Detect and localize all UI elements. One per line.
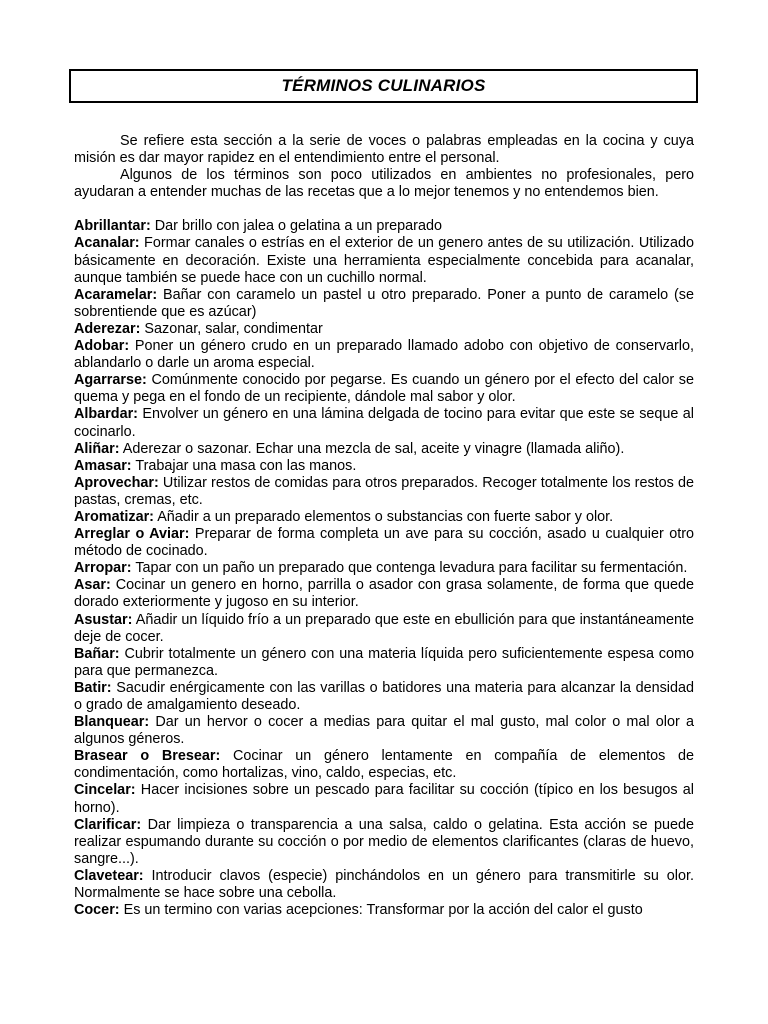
glossary-definition: Utilizar restos de comidas para otros preparados. Recoger totalmente los restos de pastas, cremas, etc. <box>74 474 694 508</box>
glossary-definition: Es un termino con varias acepciones: Transformar por la acción del calor el gusto <box>123 902 643 919</box>
glossary-term: Adobar: <box>74 338 130 355</box>
glossary-term: Albardar: <box>74 406 138 423</box>
glossary-definition: Trabajar una masa con las manos. <box>135 457 357 474</box>
paragraph-spacer <box>74 201 694 218</box>
glossary-definition: Cocinar un género lentamente en compañía de elementos de condimentación, como hortalizas, vino, caldo, especias, etc. <box>74 748 694 782</box>
glossary-entry <box>74 475 694 509</box>
glossary-term: Clavetear: <box>74 867 144 884</box>
intro-section <box>74 133 694 201</box>
glossary-entry <box>74 782 694 816</box>
glossary-entry <box>74 902 694 919</box>
glossary-definition: Dar limpieza o transparencia a una salsa, caldo o gelatina. Esta acción se puede realizar espumando durante su cocción o por medio de elementos clarificantes (claras de huevo, sangre...). <box>74 816 694 867</box>
glossary-definition: Añadir un líquido frío a un preparado que este en ebullición para que instantáneamente deje de cocer. <box>74 611 694 645</box>
glossary-term: Asustar: <box>74 611 133 628</box>
glossary-entry <box>74 748 694 782</box>
glossary-entry <box>74 680 694 714</box>
glossary-entry <box>74 817 694 868</box>
glossary-definition: Cocinar un genero en horno, parrilla o asador con grasa solamente, de forma que quede dorado exteriormente y jugoso en su interior. <box>74 577 695 611</box>
title-box <box>69 69 698 103</box>
glossary-entry <box>74 646 694 680</box>
glossary-term: Arreglar o Aviar: <box>74 526 190 543</box>
glossary-entry <box>74 372 694 406</box>
glossary-term: Aromatizar: <box>74 508 154 525</box>
glossary-entry <box>74 560 694 577</box>
glossary-entry <box>74 406 694 440</box>
glossary-definition: Dar un hervor o cocer a medias para quitar el mal gusto, mal color o mal olor a algunos géneros. <box>74 714 694 748</box>
glossary-definition: Bañar con caramelo un pastel u otro preparado. Poner a punto de caramelo (se sobrentiende que es azúcar) <box>74 286 694 320</box>
glossary-entry <box>74 577 694 611</box>
glossary-entry <box>74 235 694 286</box>
intro-paragraph: Se refiere esta sección a la serie de voces o palabras empleadas en la cocina y cuya misión es dar mayor rapidez en el entendimiento entre el personal. <box>74 133 694 167</box>
glossary-definition: Dar brillo con jalea o gelatina a un preparado <box>154 218 442 235</box>
glossary-definition: Comúnmente conocido por pegarse. Es cuando un género por el efecto del calor se quema y pega en el fondo de un recipiente, dándole mal sabor y olor. <box>74 372 695 406</box>
glossary-definition: Tapar con un paño un preparado que contenga levadura para facilitar su fermentación. <box>135 560 688 577</box>
glossary-entry <box>74 868 694 902</box>
glossary-definition: Añadir a un preparado elementos o substancias con fuerte sabor y olor. <box>157 508 614 525</box>
glossary-term: Aderezar: <box>74 320 141 337</box>
glossary-term: Agarrarse: <box>74 372 147 389</box>
glossary-entry <box>74 612 694 646</box>
glossary-term: Amasar: <box>74 457 132 474</box>
glossary-definition: Envolver un género en una lámina delgada de tocino para evitar que este se seque al cocinarlo. <box>74 406 695 440</box>
glossary-term: Cocer: <box>74 902 120 919</box>
glossary-term: Arropar: <box>74 560 132 577</box>
glossary-term: Brasear o Bresear: <box>74 748 221 765</box>
glossary-term: Acanalar: <box>74 235 140 252</box>
glossary-term: Batir: <box>74 679 112 696</box>
glossary-definition: Introducir clavos (especie) pinchándolos en un género para transmitirle su olor. Normalmente se hace sobre una cebolla. <box>74 867 694 902</box>
glossary-list <box>74 218 694 919</box>
document-body <box>74 133 694 919</box>
glossary-entry <box>74 321 694 338</box>
glossary-entry <box>74 287 694 321</box>
glossary-entry <box>74 441 694 458</box>
glossary-term: Aliñar: <box>74 440 120 457</box>
glossary-term: Bañar: <box>74 645 120 662</box>
glossary-definition: Aderezar o sazonar. Echar una mezcla de sal, aceite y vinagre (llamada aliño). <box>122 440 625 457</box>
glossary-entry <box>74 714 694 748</box>
glossary-definition: Cubrir totalmente un género con una materia líquida pero suficientemente espesa como para que permanezca. <box>74 645 694 679</box>
glossary-entry <box>74 526 694 560</box>
glossary-definition: Formar canales o estrías en el exterior de un genero antes de su utilización. Utilizado básicamente en decoración. Existe una herramienta especialmente concebida para acanalar, aunque también se puede hace con un cuchillo normal. <box>74 235 695 286</box>
intro-paragraph: Algunos de los términos son poco utilizados en ambientes no profesionales, pero ayudaran a entender muchas de las recetas que a lo mejor tenemos y no entendemos bien. <box>74 167 694 201</box>
glossary-definition: Preparar de forma completa un ave para su cocción, asado u cualquier otro método de cocinado. <box>74 526 694 560</box>
glossary-entry <box>74 458 694 475</box>
glossary-entry <box>74 218 694 235</box>
glossary-entry <box>74 338 694 372</box>
glossary-definition: Sacudir enérgicamente con las varillas o batidores una materia para alcanzar la densidad o grado de amalgamiento deseado. <box>74 679 695 713</box>
glossary-definition: Sazonar, salar, condimentar <box>144 320 323 337</box>
glossary-definition: Poner un género crudo en un preparado llamado adobo con objetivo de conservarlo, ablandarlo o darle un aroma especial. <box>74 338 695 372</box>
glossary-term: Aprovechar: <box>74 474 159 491</box>
page-title: TÉRMINOS CULINARIOS <box>281 76 486 95</box>
glossary-term: Clarificar: <box>74 816 142 833</box>
glossary-term: Acaramelar: <box>74 286 158 303</box>
glossary-term: Cincelar: <box>74 782 136 799</box>
glossary-term: Blanquear: <box>74 714 150 731</box>
glossary-term: Asar: <box>74 577 111 594</box>
glossary-term: Abrillantar: <box>74 218 151 235</box>
glossary-definition: Hacer incisiones sobre un pescado para facilitar su cocción (típico en los besugos al horno). <box>74 782 694 816</box>
glossary-entry <box>74 509 694 526</box>
